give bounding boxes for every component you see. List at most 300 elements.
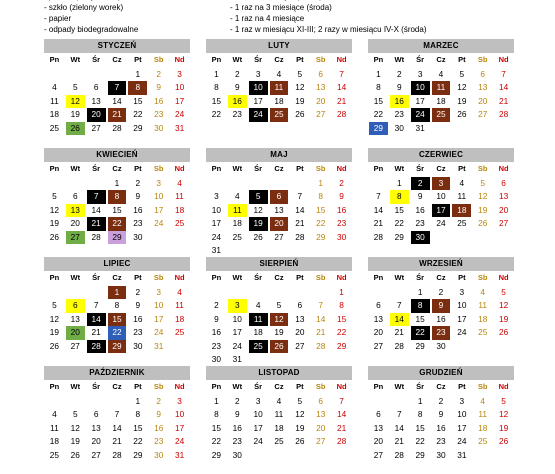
- collection-day: 28: [87, 340, 106, 354]
- day-number: 3: [459, 286, 465, 297]
- day-number: 31: [457, 449, 467, 460]
- weekday-label: Pn: [211, 55, 222, 64]
- empty-cell: [206, 177, 227, 191]
- day-number: 23: [394, 109, 404, 119]
- month-calendar: [44, 257, 190, 365]
- empty-cell: [368, 286, 389, 300]
- day-number: 4: [480, 286, 486, 297]
- empty-cell: [227, 286, 248, 300]
- day-number: 29: [211, 449, 222, 460]
- day-number: 17: [253, 95, 263, 106]
- day-number: 27: [274, 231, 284, 242]
- day-number: 14: [498, 82, 509, 92]
- day-number: 21: [316, 327, 326, 337]
- day-number: 11: [50, 95, 59, 106]
- collection-day: 10: [411, 81, 430, 95]
- month-calendar: [206, 39, 352, 147]
- day-number: 14: [112, 422, 122, 433]
- day-number: 2: [339, 177, 344, 188]
- day-number: 30: [133, 231, 143, 242]
- weekday-label: Cz: [112, 273, 122, 282]
- month-title: GRUDZIEŃ: [368, 366, 514, 380]
- month-calendar: [44, 148, 190, 256]
- day-number: 8: [214, 409, 219, 419]
- day-number: 22: [336, 327, 347, 337]
- collection-day: 8: [128, 81, 147, 95]
- weekday-label: Nd: [498, 55, 509, 64]
- day-number: 4: [177, 177, 182, 188]
- empty-cell: [107, 68, 128, 82]
- day-number: 9: [396, 82, 402, 92]
- day-number: 10: [253, 409, 263, 419]
- day-number: 22: [211, 109, 222, 119]
- day-number: 25: [274, 436, 284, 446]
- weekday-label: Sb: [153, 382, 164, 391]
- day-number: 3: [255, 68, 261, 79]
- day-number: 28: [373, 231, 384, 242]
- weekday-label: Nd: [174, 164, 185, 173]
- day-number: 30: [154, 122, 164, 133]
- weekday-label: Cz: [112, 55, 122, 64]
- day-number: 27: [70, 340, 80, 351]
- day-number: 22: [415, 436, 425, 446]
- day-number: 8: [417, 409, 423, 419]
- weekday-label: Sb: [477, 55, 488, 64]
- day-number: 21: [394, 327, 404, 337]
- day-number: 30: [154, 449, 164, 460]
- day-number: 14: [394, 422, 404, 433]
- day-number: 28: [394, 449, 404, 460]
- empty-cell: [389, 395, 410, 409]
- weekday-label: Śr: [92, 382, 101, 391]
- day-number: 28: [316, 340, 326, 351]
- legend-item: - 1 raz w miesiącu XI-III; 2 razy w miesiącu IV-X (środa): [230, 25, 427, 34]
- weekday-label: Pt: [296, 164, 304, 173]
- collection-day: 3: [228, 299, 247, 313]
- day-number: 22: [394, 218, 404, 228]
- day-number: 9: [156, 409, 162, 419]
- day-number: 13: [373, 313, 384, 324]
- day-number: 19: [274, 327, 284, 337]
- weekday-label: Śr: [254, 273, 263, 282]
- weekday-label: Pn: [49, 55, 60, 64]
- weekday-label: Pn: [373, 382, 384, 391]
- day-number: 22: [133, 109, 143, 119]
- collection-day: 14: [87, 313, 106, 327]
- day-number: 19: [295, 95, 305, 106]
- weekday-label: Śr: [416, 55, 425, 64]
- day-number: 31: [174, 449, 185, 460]
- day-number: 25: [457, 218, 467, 228]
- day-number: 19: [70, 109, 80, 119]
- day-number: 24: [174, 109, 185, 119]
- day-number: 7: [376, 191, 381, 201]
- day-number: 3: [255, 395, 261, 406]
- weekday-label: Sb: [153, 55, 164, 64]
- day-number: 20: [91, 436, 101, 446]
- day-number: 2: [438, 286, 444, 297]
- weekday-label: Śr: [92, 55, 101, 64]
- legend-frequency: [230, 0, 427, 35]
- weekday-label: Sb: [153, 164, 164, 173]
- day-number: 1: [396, 177, 402, 188]
- weekday-label: Wt: [70, 382, 81, 391]
- collection-day: 1: [108, 286, 127, 300]
- month-days-grid: [368, 381, 514, 462]
- day-number: 7: [339, 395, 344, 406]
- day-number: 12: [498, 409, 509, 419]
- day-number: 25: [478, 327, 488, 337]
- weekday-label: Nd: [336, 55, 347, 64]
- day-number: 15: [336, 313, 347, 324]
- day-number: 19: [457, 95, 467, 106]
- day-number: 4: [177, 286, 182, 297]
- day-number: 5: [501, 286, 506, 297]
- day-number: 28: [112, 449, 122, 460]
- day-number: 21: [336, 422, 347, 433]
- weekday-label: Śr: [416, 164, 425, 173]
- day-number: 16: [232, 422, 242, 433]
- empty-cell: [86, 177, 107, 191]
- day-number: 13: [478, 82, 488, 92]
- day-number: 22: [133, 436, 143, 446]
- day-number: 17: [174, 95, 185, 106]
- day-number: 13: [91, 422, 101, 433]
- day-number: 25: [49, 449, 60, 460]
- weekday-label: Cz: [436, 164, 446, 173]
- collection-day: 24: [411, 108, 430, 122]
- day-number: 26: [49, 231, 60, 242]
- day-number: 16: [336, 204, 347, 215]
- day-number: 30: [133, 340, 143, 351]
- day-number: 5: [501, 395, 506, 406]
- month-calendar: [368, 257, 514, 365]
- day-number: 5: [72, 82, 78, 92]
- day-number: 15: [415, 422, 425, 433]
- day-number: 13: [274, 204, 284, 215]
- weekday-label: Śr: [92, 273, 101, 282]
- collection-day: 25: [432, 108, 451, 122]
- day-number: 9: [214, 313, 219, 324]
- day-number: 11: [50, 422, 59, 433]
- day-number: 11: [175, 191, 184, 201]
- weekday-label: Sb: [153, 273, 164, 282]
- collection-day: 12: [270, 313, 289, 327]
- month-days-grid: [368, 163, 514, 244]
- day-number: 1: [376, 68, 381, 79]
- day-number: 31: [211, 245, 222, 255]
- day-number: 19: [49, 327, 60, 337]
- day-number: 19: [49, 218, 60, 228]
- collection-day: 7: [108, 81, 127, 95]
- day-number: 12: [295, 409, 305, 419]
- month-days-grid: [206, 54, 352, 122]
- collection-day: 15: [108, 313, 127, 327]
- weekday-label: Pn: [373, 273, 384, 282]
- day-number: 7: [339, 68, 344, 79]
- day-number: 11: [274, 409, 284, 419]
- empty-cell: [44, 286, 65, 300]
- day-number: 11: [457, 191, 467, 201]
- month-title: LUTY: [206, 39, 352, 53]
- legend-item: - 1 raz na 3 miesiące (środa): [230, 3, 332, 12]
- month-title: LISTOPAD: [206, 366, 352, 380]
- collection-day: 20: [270, 217, 289, 231]
- day-number: 18: [436, 95, 446, 106]
- day-number: 4: [276, 68, 282, 79]
- day-number: 18: [49, 109, 60, 119]
- month-title: MAJ: [206, 148, 352, 162]
- collection-day: 21: [87, 217, 106, 231]
- day-number: 24: [154, 218, 164, 228]
- weekday-label: Pt: [134, 164, 142, 173]
- weekday-label: Pt: [458, 273, 466, 282]
- day-number: 10: [211, 204, 222, 215]
- day-number: 18: [174, 313, 185, 324]
- day-number: 30: [436, 449, 446, 460]
- day-number: 23: [211, 340, 222, 351]
- day-number: 17: [457, 422, 467, 433]
- day-number: 8: [376, 82, 381, 92]
- day-number: 13: [91, 95, 101, 106]
- month-calendar: [44, 366, 190, 474]
- day-number: 14: [316, 313, 326, 324]
- weekday-label: Pt: [458, 55, 466, 64]
- day-number: 5: [297, 395, 303, 406]
- day-number: 9: [234, 409, 240, 419]
- day-number: 3: [214, 191, 219, 201]
- day-number: 7: [297, 191, 303, 201]
- day-number: 17: [154, 313, 164, 324]
- day-number: 2: [156, 68, 162, 79]
- day-number: 6: [501, 177, 506, 188]
- collection-day: 11: [249, 313, 268, 327]
- month-calendar: [368, 39, 514, 147]
- collection-day: 10: [249, 81, 268, 95]
- day-number: 5: [297, 68, 303, 79]
- day-number: 3: [417, 68, 423, 79]
- collection-day: 8: [390, 190, 409, 204]
- day-number: 10: [457, 409, 467, 419]
- collection-day: 13: [66, 204, 85, 218]
- empty-cell: [389, 286, 410, 300]
- collection-day: 16: [228, 95, 247, 109]
- day-number: 25: [232, 231, 242, 242]
- day-number: 4: [255, 300, 261, 310]
- collection-day: 21: [108, 108, 127, 122]
- day-number: 13: [316, 82, 326, 92]
- day-number: 9: [417, 191, 423, 201]
- weekday-label: Nd: [336, 273, 347, 282]
- day-number: 6: [318, 395, 324, 406]
- day-number: 28: [336, 436, 347, 446]
- weekday-label: Nd: [498, 164, 509, 173]
- day-number: 27: [91, 449, 101, 460]
- weekday-label: Sb: [477, 273, 488, 282]
- day-number: 1: [417, 395, 423, 406]
- day-number: 23: [133, 327, 143, 337]
- day-number: 8: [214, 82, 219, 92]
- day-number: 6: [297, 300, 303, 310]
- day-number: 7: [396, 300, 402, 310]
- day-number: 30: [232, 449, 242, 460]
- day-number: 23: [415, 218, 425, 228]
- month-days-grid: [206, 163, 352, 258]
- day-number: 7: [93, 300, 99, 310]
- month-days-grid: [368, 54, 514, 135]
- weekday-label: Pt: [134, 55, 142, 64]
- collection-day: 26: [66, 122, 85, 136]
- day-number: 24: [232, 340, 242, 351]
- day-number: 15: [211, 422, 222, 433]
- month-title: KWIECIEŃ: [44, 148, 190, 162]
- empty-cell: [289, 177, 310, 191]
- month-title: MARZEC: [368, 39, 514, 53]
- day-number: 21: [373, 218, 384, 228]
- day-number: 5: [52, 191, 57, 201]
- day-number: 2: [156, 395, 162, 406]
- day-number: 25: [49, 122, 60, 133]
- day-number: 27: [373, 340, 384, 351]
- day-number: 29: [133, 449, 143, 460]
- collection-day: 11: [270, 81, 289, 95]
- month-title: PAŹDZIERNIK: [44, 366, 190, 380]
- day-number: 29: [394, 231, 404, 242]
- empty-cell: [269, 177, 290, 191]
- day-number: 31: [415, 122, 425, 133]
- day-number: 6: [376, 300, 381, 310]
- day-number: 7: [396, 409, 402, 419]
- day-number: 24: [253, 436, 263, 446]
- day-number: 30: [436, 340, 446, 351]
- day-number: 24: [211, 231, 222, 242]
- day-number: 1: [135, 395, 141, 406]
- day-number: 20: [295, 327, 305, 337]
- empty-cell: [65, 395, 86, 409]
- day-number: 15: [133, 422, 143, 433]
- empty-cell: [86, 68, 107, 82]
- empty-cell: [44, 177, 65, 191]
- weekday-label: Sb: [477, 164, 488, 173]
- day-number: 21: [91, 327, 101, 337]
- weekday-label: Wt: [394, 382, 405, 391]
- day-number: 10: [154, 300, 164, 310]
- day-number: 22: [316, 218, 326, 228]
- weekday-label: Nd: [498, 382, 509, 391]
- day-number: 15: [415, 313, 425, 324]
- day-number: 13: [373, 422, 384, 433]
- day-number: 1: [214, 68, 219, 79]
- weekday-label: Wt: [232, 164, 243, 173]
- day-number: 3: [156, 177, 162, 188]
- day-number: 17: [457, 313, 467, 324]
- day-number: 30: [394, 122, 404, 133]
- weekday-label: Cz: [112, 164, 122, 173]
- collection-day: 29: [369, 122, 388, 136]
- day-number: 27: [498, 218, 509, 228]
- day-number: 4: [234, 191, 240, 201]
- day-number: 31: [174, 122, 185, 133]
- day-number: 30: [211, 354, 222, 364]
- day-number: 14: [112, 95, 122, 106]
- day-number: 16: [436, 422, 446, 433]
- month-calendar: [368, 366, 514, 474]
- month-title: LIPIEC: [44, 257, 190, 271]
- day-number: 14: [295, 204, 305, 215]
- legend-item: - 1 raz na 4 miesiące: [230, 14, 305, 23]
- month-calendar: [206, 366, 352, 474]
- weekday-label: Nd: [336, 382, 347, 391]
- collection-day: 14: [390, 313, 409, 327]
- day-number: 16: [415, 204, 425, 215]
- day-number: 1: [135, 68, 141, 79]
- collection-day: 22: [108, 217, 127, 231]
- weekday-label: Nd: [174, 55, 185, 64]
- weekday-label: Pn: [211, 382, 222, 391]
- weekday-label: Wt: [394, 164, 405, 173]
- collection-day: 2: [411, 177, 430, 191]
- day-number: 17: [232, 327, 242, 337]
- day-number: 22: [211, 436, 222, 446]
- month-calendar: [206, 257, 352, 365]
- weekday-label: Wt: [232, 273, 243, 282]
- weekday-label: Nd: [174, 382, 185, 391]
- collection-day: 11: [228, 204, 247, 218]
- day-number: 16: [154, 95, 164, 106]
- weekday-label: Śr: [254, 164, 263, 173]
- weekday-label: Cz: [274, 55, 284, 64]
- day-number: 20: [373, 436, 384, 446]
- weekday-label: Pn: [211, 273, 222, 282]
- month-days-grid: [206, 272, 352, 367]
- day-number: 6: [93, 82, 99, 92]
- day-number: 29: [415, 449, 425, 460]
- day-number: 9: [339, 191, 344, 201]
- day-number: 13: [295, 313, 305, 324]
- day-number: 18: [49, 436, 60, 446]
- day-number: 23: [336, 218, 347, 228]
- day-number: 26: [478, 218, 488, 228]
- day-number: 20: [498, 204, 509, 215]
- day-number: 23: [154, 109, 164, 119]
- day-number: 9: [156, 82, 162, 92]
- collection-day: 20: [66, 326, 85, 340]
- day-number: 1: [114, 177, 120, 188]
- collection-day: 8: [411, 299, 430, 313]
- day-number: 6: [72, 191, 78, 201]
- day-number: 24: [174, 436, 185, 446]
- empty-cell: [248, 286, 269, 300]
- day-number: 12: [49, 204, 60, 215]
- day-number: 9: [438, 409, 444, 419]
- collection-day: 5: [249, 190, 268, 204]
- month-calendar: [44, 39, 190, 147]
- day-number: 1: [339, 286, 344, 297]
- weekday-label: Pt: [296, 55, 304, 64]
- legend-item: - papier: [44, 14, 72, 23]
- day-number: 20: [316, 422, 326, 433]
- day-number: 5: [459, 68, 465, 79]
- month-days-grid: [44, 272, 190, 353]
- day-number: 12: [49, 313, 60, 324]
- day-number: 23: [133, 218, 143, 228]
- day-number: 20: [316, 95, 326, 106]
- day-number: 3: [177, 68, 182, 79]
- day-number: 4: [52, 82, 57, 92]
- weekday-label: Cz: [274, 382, 284, 391]
- weekday-label: Pn: [373, 55, 384, 64]
- day-number: 29: [133, 122, 143, 133]
